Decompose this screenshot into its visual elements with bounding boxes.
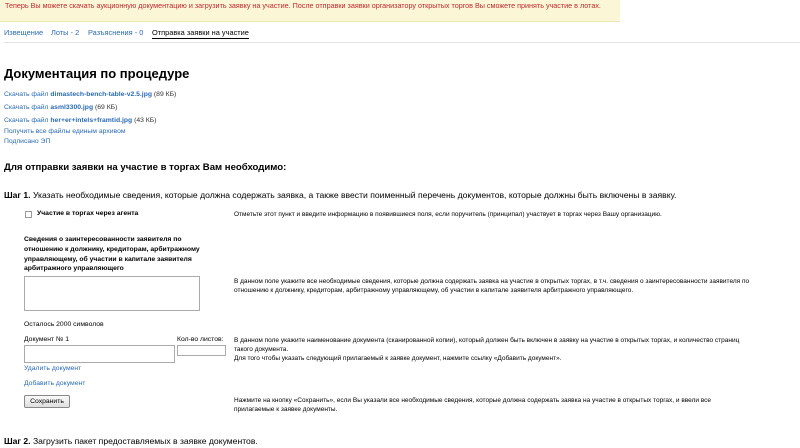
- add-document-link[interactable]: Добавить документ: [24, 380, 86, 387]
- document-name-input[interactable]: [24, 345, 175, 363]
- step2-label: Шаг 2.: [4, 436, 31, 446]
- remaining-chars: Осталось 2000 символов: [24, 321, 104, 328]
- interest-textarea[interactable]: [24, 276, 200, 311]
- step1-heading: [4, 190, 676, 200]
- signed-link[interactable]: Подписано ЭП: [4, 138, 51, 145]
- delete-document-link[interactable]: Удалить документ: [24, 365, 82, 372]
- agent-label: Участие в торгах через агента: [37, 210, 139, 217]
- page-title: Документация по процедуре: [4, 66, 190, 81]
- pages-count-input[interactable]: [177, 345, 226, 356]
- document-size: (69 КБ): [95, 104, 118, 111]
- save-button[interactable]: Сохранить: [24, 395, 70, 408]
- document-size: (89 КБ): [153, 91, 177, 98]
- tab-notice[interactable]: Извещение: [4, 28, 44, 37]
- tab-lots[interactable]: Лоты - 2: [51, 28, 80, 37]
- download-archive-link[interactable]: Получить все файлы единым архивом: [4, 128, 126, 135]
- agent-help: Отметьте этот пункт и введите информацию в появившиеся поля, если поручитель (принципал) участвует в торгах через Вашу организацию.: [234, 211, 662, 218]
- notice-bar: [0, 0, 620, 22]
- notice-text: Теперь Вы можете скачать аукционную документацию и загрузить заявку на участие. После отправки заявки организатору открытых торгов Вы сможете принять участие в лотах.: [5, 1, 601, 10]
- document-link[interactable]: Скачать файл her+er+intels+framtid.jpg (43 КБ): [4, 117, 157, 124]
- document-link[interactable]: Скачать файл dimastech-bench-table-v2.5.jpg (89 КБ): [4, 91, 177, 98]
- requirements-heading: Для отправки заявки на участие в торгах Вам необходимо:: [4, 162, 287, 173]
- tab-submit-application[interactable]: Отправка заявки на участие: [152, 28, 249, 37]
- document-filename: her+er+intels+framtid.jpg: [50, 117, 133, 124]
- interest-label: Сведения о заинтересованности заявителя по отношению к должнику, кредиторам, арбитражному управляющему, об участии в капитале заявителя арбитражного управляющего: [24, 236, 200, 273]
- step1-label: Шаг 1.: [4, 190, 31, 200]
- pages-count-label: Кол-во листов:: [177, 336, 224, 343]
- step2-heading: [4, 436, 258, 446]
- document-help: В данном поле укажите наименование документа (сканированной копии), который должен быть включен в заявку на участие в открытых торгах, и количество страниц такого документа. Для того чтобы указать следующий прилагаемый к заявке документ, нажмите ссылку «Добавить документ».: [234, 337, 740, 363]
- document-number-label: Документ № 1: [24, 336, 69, 343]
- document-filename: dimastech-bench-table-v2.5.jpg: [50, 91, 153, 98]
- step2-text: Загрузить пакет предоставляемых в заявке документов.: [32, 436, 258, 446]
- document-size: (43 КБ): [134, 117, 157, 124]
- document-filename: asml3300.jpg: [50, 104, 94, 111]
- document-link[interactable]: Скачать файл asml3300.jpg (69 КБ): [4, 104, 118, 111]
- tab-clarifications[interactable]: Разъяснения - 0: [88, 28, 144, 37]
- tabs-divider: [4, 42, 800, 43]
- save-help: Нажмите на кнопку «Сохранить», если Вы указали все необходимые сведения, которые должна содержать заявка на участие в открытых торгах, и ввели все прилагаемые к заявке документы.: [234, 397, 712, 414]
- interest-help: В данном поле укажите все необходимые сведения, которые должна содержать заявка на участие в открытых торгах, в т.ч. сведения о заинтересованности заявителя по отношению к должнику, кредиторам, арбитражному управляющему, об участии в капитале заявителя арбитражного управляющего.: [234, 278, 750, 295]
- agent-checkbox[interactable]: [25, 211, 32, 218]
- step1-text: Указать необходимые сведения, которые должна содержать заявка, а также ввести поименный перечень документов, которые должны быть включены в заявку.: [32, 190, 677, 200]
